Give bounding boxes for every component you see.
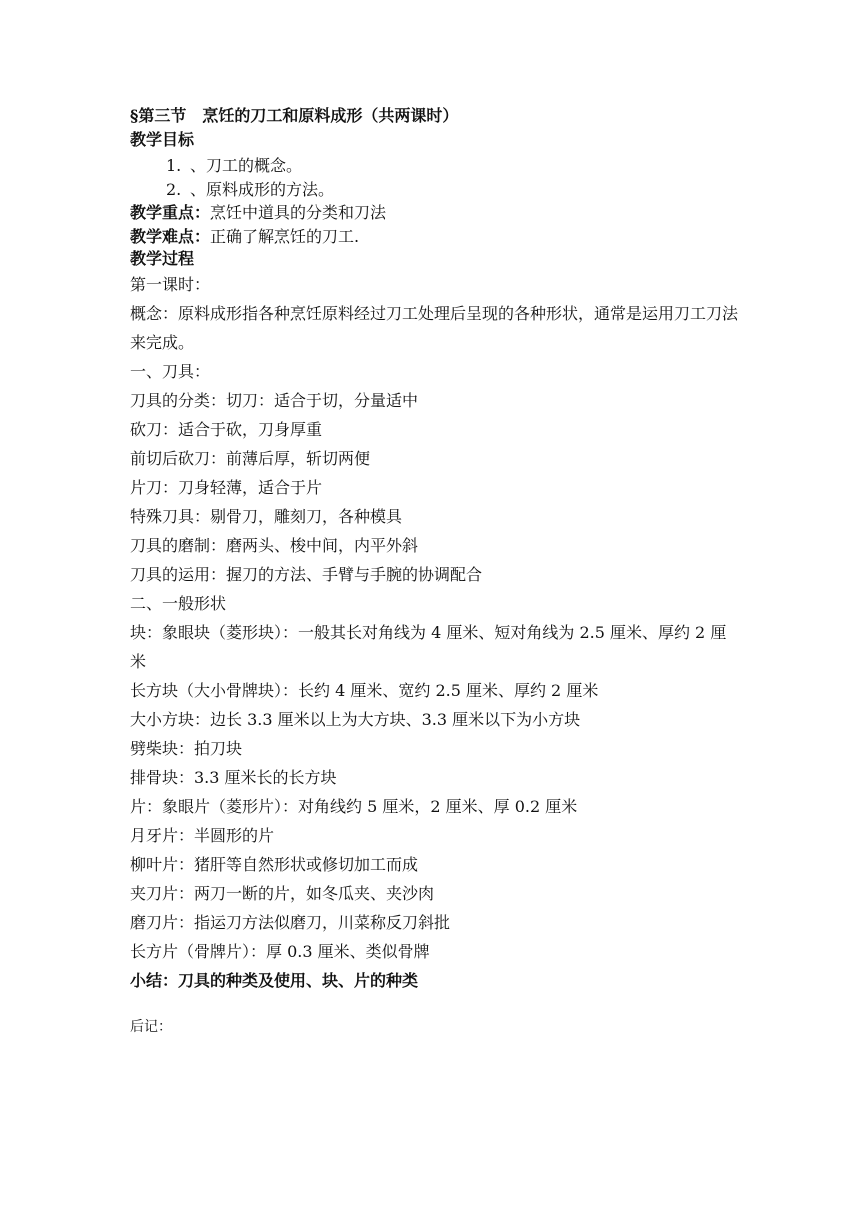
postscript-label: 后记： — [130, 1019, 172, 1035]
shape-line: 月牙片：半圆形的片 — [130, 826, 275, 845]
objective-item — [166, 156, 302, 176]
difficulty-text: 正确了解烹饪的刀工. — [210, 227, 360, 246]
process-heading: 教学过程 — [130, 249, 195, 268]
section-title: §第三节 烹饪的刀工和原料成形（共两课时） — [130, 106, 459, 125]
shape-line: 夹刀片：两刀一断的片，如冬瓜夹、夹沙肉 — [130, 884, 435, 903]
concept-paragraph: 概念：原料成形指各种烹饪原料经过刀工处理后呈现的各种形状，通常是运用刀工刀法来完成。 — [130, 304, 739, 352]
shape-line: 劈柴块：拍刀块 — [130, 739, 243, 758]
key-point-label: 教学重点： — [130, 203, 211, 222]
difficulty-line — [130, 227, 359, 247]
objectives-heading: 教学目标 — [130, 130, 195, 149]
shape-line: 柳叶片：猪肝等自然形状或修切加工而成 — [130, 855, 419, 874]
body-line: 片刀：刀身轻薄，适合于片 — [130, 478, 323, 497]
objective-item — [166, 180, 334, 200]
key-point-text: 烹饪中道具的分类和刀法 — [210, 203, 387, 222]
body-line: 一、刀具： — [130, 362, 211, 381]
body-line: 刀具的磨制：磨两头、梭中间，内平外斜 — [130, 536, 419, 555]
summary-line: 小结：刀具的种类及使用、块、片的种类 — [130, 971, 419, 990]
block-shape-paragraph: 块：象眼块（菱形块）：一般其长对角线为 4 厘米、短对角线为 2.5 厘米、厚约 2 厘米 — [130, 623, 727, 671]
objective-number: 1. — [166, 156, 182, 175]
body-line: 砍刀：适合于砍，刀身厚重 — [130, 420, 323, 439]
body-line: 二、一般形状 — [130, 594, 227, 613]
key-point-line — [130, 203, 386, 223]
body-line: 刀具的分类：切刀：适合于切，分量适中 — [130, 391, 419, 410]
shape-line: 排骨块：3.3 厘米长的长方块 — [130, 768, 337, 787]
shape-line: 片：象眼片（菱形片）：对角线约 5 厘米，2 厘米、厚 0.2 厘米 — [130, 797, 578, 816]
objective-text: 、刀工的概念。 — [190, 156, 303, 175]
objective-number: 2. — [166, 180, 182, 199]
shape-line: 长方块（大小骨牌块）：长约 4 厘米、宽约 2.5 厘米、厚约 2 厘米 — [130, 681, 599, 700]
body-line: 前切后砍刀：前薄后厚，斩切两便 — [130, 449, 371, 468]
shape-line: 磨刀片：指运刀方法似磨刀，川菜称反刀斜批 — [130, 913, 451, 932]
objective-text: 、原料成形的方法。 — [190, 180, 335, 199]
lesson-one-label: 第一课时： — [130, 275, 211, 294]
difficulty-label: 教学难点： — [130, 227, 211, 246]
shape-line: 长方片（骨牌片）：厚 0.3 厘米、类似骨牌 — [130, 942, 430, 961]
shape-line: 大小方块：边长 3.3 厘米以上为大方块、3.3 厘米以下为小方块 — [130, 710, 581, 729]
body-line: 特殊刀具：剔骨刀，雕刻刀，各种模具 — [130, 507, 403, 526]
body-line: 刀具的运用：握刀的方法、手臂与手腕的协调配合 — [130, 565, 483, 584]
